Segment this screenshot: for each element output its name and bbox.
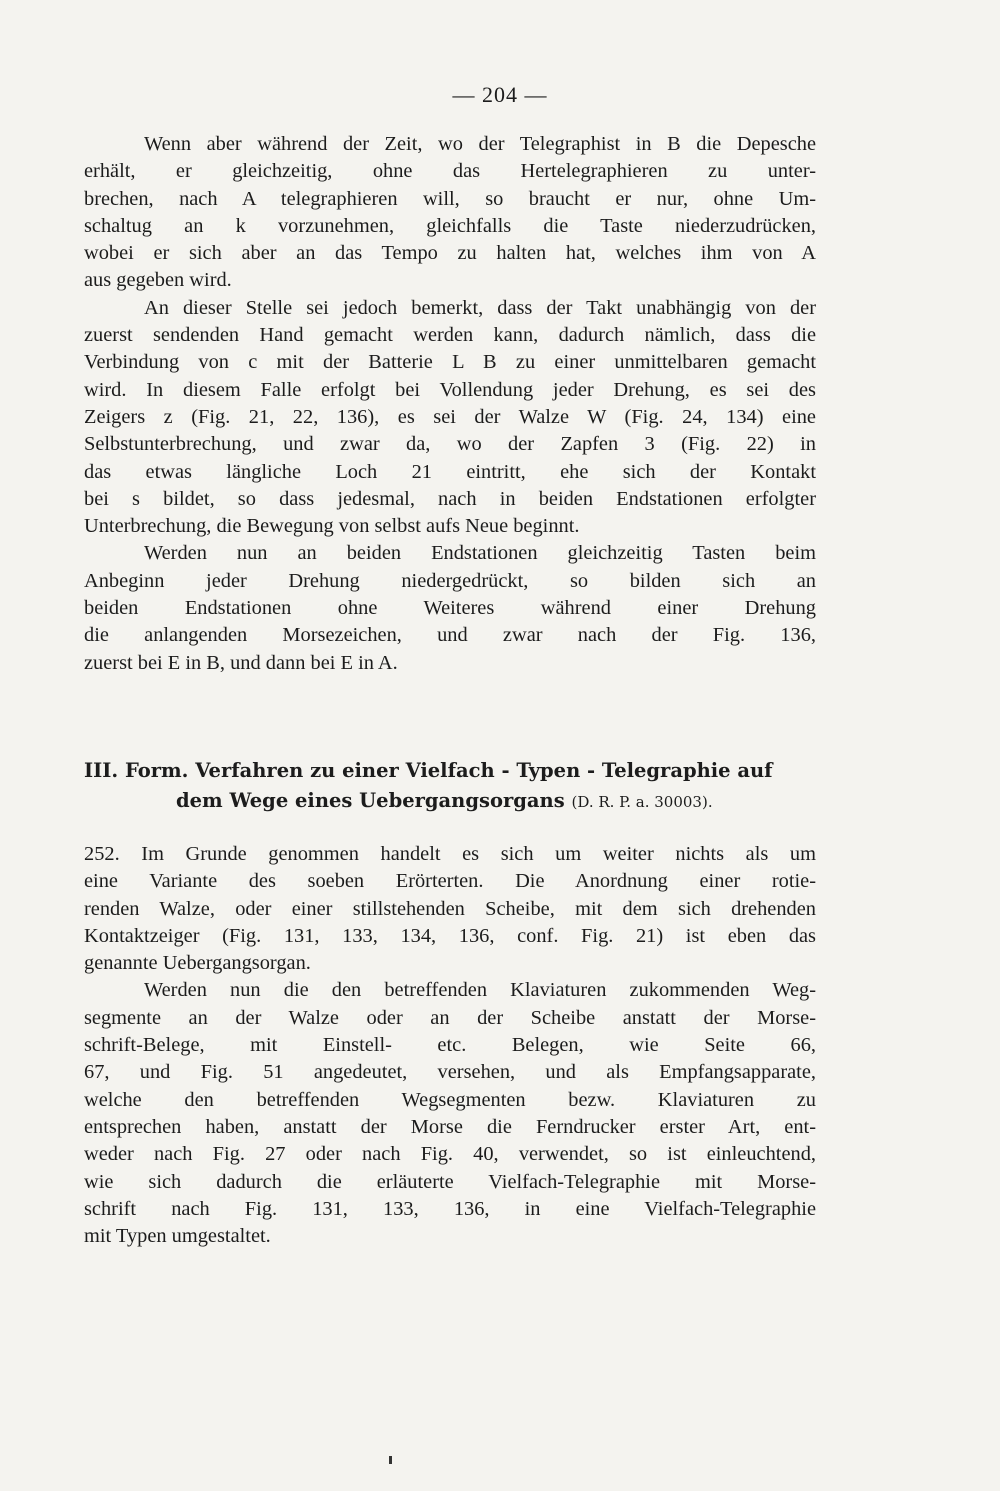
text-line: Werden nun die den betreffenden Klaviaturen zukommenden Weg-: [144, 979, 816, 1002]
text-line: mit Typen umgestaltet.: [84, 1225, 271, 1248]
text-line: das etwas längliche Loch 21 eintritt, ehe sich der Kontakt: [84, 460, 816, 483]
heading-line-2: [84, 786, 816, 817]
text-line: Unterbrechung, die Bewegung von selbst aufs Neue beginnt.: [84, 515, 580, 538]
text-block-1: [84, 131, 816, 677]
text-line: An dieser Stelle sei jedoch bemerkt, dass der Takt unabhängig von der: [144, 296, 816, 319]
text-line: wird. In diesem Falle erfolgt bei Vollendung jeder Drehung, es sei des: [84, 378, 816, 401]
text-line: Anbeginn jeder Drehung niedergedrückt, so bilden sich an: [84, 569, 816, 592]
text-line: brechen, nach A telegraphieren will, so braucht er nur, ohne Um-: [84, 187, 816, 210]
text-line: wie sich dadurch die erläuterte Vielfach-Telegraphie mit Morse-: [84, 1170, 816, 1193]
text-line: Wenn aber während der Zeit, wo der Telegraphist in B die Depesche: [144, 133, 816, 155]
text-block-2: [84, 841, 816, 1250]
text-line: Zeigers z (Fig. 21, 22, 136), es sei der Walze W (Fig. 24, 134) eine: [84, 405, 816, 428]
text-line: eine Variante des soeben Erörterten. Die Anordnung einer rotie-: [84, 870, 816, 893]
text-line: segmente an der Walze oder an der Scheibe anstatt der Morse-: [84, 1006, 816, 1029]
text-line: renden Walze, oder einer stillstehenden Scheibe, mit dem sich drehenden: [84, 897, 816, 920]
text-line: wobei er sich aber an das Tempo zu halten hat, welches ihm von A: [84, 242, 816, 265]
text-line: schaltug an k vorzunehmen, gleichfalls die Taste niederzudrücken,: [84, 214, 816, 237]
text-line: bei s bildet, so dass jedesmal, nach in beiden Endstationen erfolgter: [84, 487, 816, 510]
scan-speck: [389, 1456, 392, 1464]
text-line: erhält, er gleichzeitig, ohne das Hertelegraphieren zu unter-: [84, 160, 816, 183]
text-line: Selbstunterbrechung, und zwar da, wo der Zapfen 3 (Fig. 22) in: [84, 433, 816, 456]
text-line: die anlangenden Morsezeichen, und zwar nach der Fig. 136,: [84, 624, 816, 647]
text-line: schrift nach Fig. 131, 133, 136, in eine Vielfach-Telegraphie: [84, 1197, 816, 1220]
text-line: zuerst bei E in B, und dann bei E in A.: [84, 651, 398, 674]
text-line: 67, und Fig. 51 angedeutet, versehen, und als Empfangsapparate,: [84, 1061, 816, 1084]
text-line: 252. Im Grunde genommen handelt es sich um weiter nichts als um: [84, 843, 816, 865]
heading-line-1: III. Form. Verfahren zu einer Vielfach - Typen - Telegraphie auf: [84, 759, 773, 782]
patent-reference: (D. R. P. a. 30003).: [571, 793, 713, 811]
text-line: entsprechen haben, anstatt der Morse die Ferndrucker erster Art, ent-: [84, 1115, 816, 1138]
text-line: genannte Uebergangsorgan.: [84, 952, 311, 975]
text-line: zuerst sendenden Hand gemacht werden kann, dadurch nämlich, dass die: [84, 324, 816, 347]
text-line: aus gegeben wird.: [84, 269, 232, 292]
heading-line-2-text: dem Wege eines Uebergangsorgans: [176, 789, 565, 812]
text-line: welche den betreffenden Wegsegmenten bezw. Klaviaturen zu: [84, 1088, 816, 1111]
text-line: Kontaktzeiger (Fig. 131, 133, 134, 136, conf. Fig. 21) ist eben das: [84, 924, 816, 947]
text-line: beiden Endstationen ohne Weiteres während einer Drehung: [84, 597, 816, 620]
section-heading: [84, 756, 816, 817]
text-line: schrift-Belege, mit Einstell- etc. Belegen, wie Seite 66,: [84, 1034, 816, 1057]
page-number: — 204 —: [452, 82, 548, 107]
text-line: weder nach Fig. 27 oder nach Fig. 40, verwendet, so ist einleuchtend,: [84, 1143, 816, 1166]
text-line: Verbindung von c mit der Batterie L B zu einer unmittelbaren gemacht: [84, 351, 816, 374]
text-line: Werden nun an beiden Endstationen gleichzeitig Tasten beim: [144, 542, 816, 565]
